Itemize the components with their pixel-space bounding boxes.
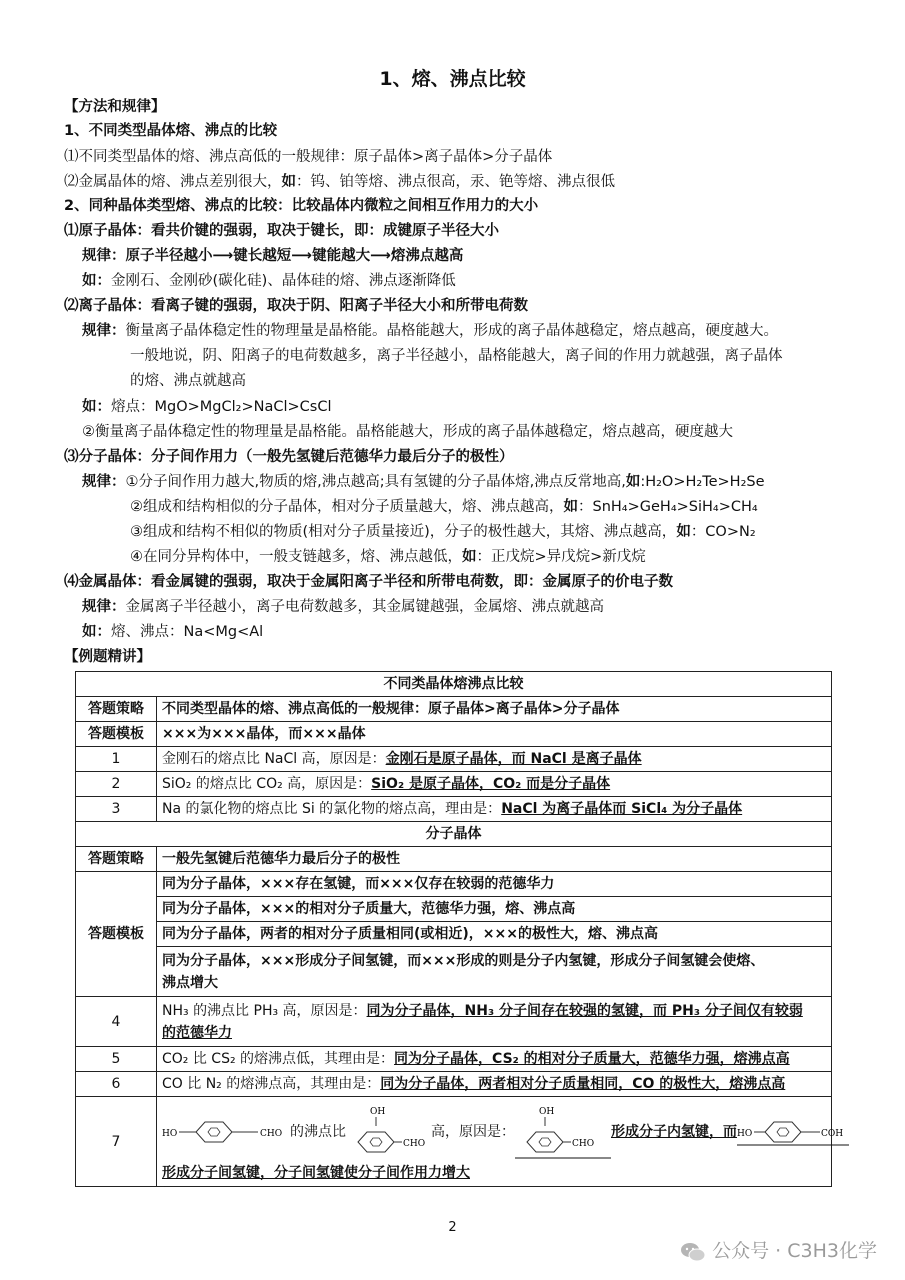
table-row — [76, 1097, 832, 1187]
label-ru: 如： — [82, 624, 111, 640]
question-text: CO 比 N₂ 的熔沸点高，其理由是： — [162, 1076, 381, 1092]
molecular-rule-1-example: :H₂O>H₂Te>H₂Se — [640, 474, 765, 490]
answer-text: NaCl 为离子晶体而 SiCl₄ 为分子晶体 — [501, 801, 743, 817]
question-text: Na 的氯化物的熔点比 Si 的氯化物的熔点高，理由是： — [162, 801, 502, 817]
molecular-rule-2-example: ：SnH₄>GeH₄>SiH₄>CH₄ — [578, 499, 758, 515]
ionic-crystal-heading: ⑵离子晶体：看离子键的强弱，取决于阴、阳离子半径大小和所带电荷数 — [64, 298, 528, 314]
table-row — [76, 697, 832, 722]
table-row — [76, 997, 832, 1047]
paragraph-metal-crystals — [64, 171, 615, 193]
label-rule: 规律： — [82, 323, 126, 339]
molecular-rule-2 — [130, 496, 758, 518]
r7-answer-1: 形成分子内氢键，而 — [611, 1123, 737, 1140]
s2-right: CHO — [403, 1138, 426, 1149]
answer-text: 同为分子晶体，NH₃ 分子间存在较强的氢键，而 PH₃ 分子间仅有较弱 — [366, 1002, 803, 1019]
template-item — [157, 947, 832, 997]
metal-crystal-heading: ⑷金属晶体：看金属键的强弱，取决于金属阳离子半径和所带电荷数，即：金属原子的价电子数 — [64, 574, 673, 590]
s1-left: HO — [162, 1128, 178, 1139]
row-number: 3 — [76, 797, 157, 822]
row-number: 1 — [76, 747, 157, 772]
question-cell — [157, 1047, 832, 1072]
atomic-crystal-heading: ⑴原子晶体：看共价键的强弱，取决于键长，即：成键原子半径大小 — [64, 223, 499, 239]
heading-same-crystals: 2、同种晶体类型熔、沸点的比较：比较晶体内微粒之间相互作用力的大小 — [64, 198, 539, 214]
page-title: 1、熔、沸点比较 — [379, 68, 526, 90]
table-section-row — [76, 672, 832, 697]
table-row — [76, 722, 832, 747]
answer-text-cont: 的范德华力 — [162, 1024, 232, 1041]
section-method-heading: 【方法和规律】 — [64, 99, 166, 115]
template-item: 同为分子晶体，两者的相对分子质量相同(或相近)，×××的极性大，熔、沸点高 — [157, 922, 832, 947]
ionic-rule-text-1: 衡量离子晶体稳定性的物理量是晶格能。晶格能越大，形成的离子晶体越稳定，熔点越高，硬度越大。 — [125, 323, 778, 339]
wechat-icon — [680, 1241, 706, 1263]
ionic-note: ②衡量离子晶体稳定性的物理量是晶格能。晶格能越大，形成的离子晶体越稳定，熔点越高，硬度越大 — [82, 424, 733, 440]
molecular-crystal-heading: ⑶分子晶体：分子间作用力（一般先氢键后范德华力最后分子的极性） — [64, 449, 514, 465]
molecular-rule-3 — [130, 521, 756, 543]
question-cell — [157, 1097, 844, 1187]
molecular-rule-4-text: ④在同分异构体中，一般支链越多，熔、沸点越低， — [130, 549, 462, 565]
question-cell — [157, 1072, 832, 1097]
structure-line — [162, 1102, 844, 1162]
ionic-rule-line-1 — [82, 320, 778, 342]
table-row — [76, 897, 832, 922]
table-row — [76, 747, 832, 772]
answer-text: 同为分子晶体，两者相对分子质量相同，CO 的极性大，熔沸点高 — [380, 1076, 786, 1092]
p2-ru: 如 — [281, 174, 296, 190]
molecular-rule-4 — [130, 546, 646, 568]
strategy-text: 一般先氢键后范德华力最后分子的极性 — [157, 847, 832, 872]
question-text: SiO₂ 的熔点比 CO₂ 高，原因是： — [162, 776, 372, 792]
strategy-label: 答题策略 — [76, 697, 157, 722]
atomic-crystal-example — [82, 270, 456, 292]
ionic-rule-line-2: 一般地说，阴、阳离子的电荷数越多，离子半径越小，晶格能越大，离子间的作用力就越强，离子晶体 — [130, 348, 783, 364]
r7-text-2: 高，原因是： — [431, 1123, 515, 1140]
answer-text: SiO₂ 是原子晶体，CO₂ 而是分子晶体 — [371, 776, 611, 792]
label-ru: 如： — [82, 399, 111, 415]
metal-rule — [82, 596, 604, 618]
ionic-example-text: 熔点：MgO>MgCl₂>NaCl>CsCl — [111, 399, 332, 415]
para-hydroxybenzaldehyde-structure — [162, 1117, 290, 1147]
p2-pre: ⑵金属晶体的熔、沸点差别很大， — [64, 174, 282, 190]
template-text: ×××为×××晶体，而×××晶体 — [157, 722, 832, 747]
section-title-molecular: 分子晶体 — [76, 822, 832, 847]
s1-right: CHO — [260, 1128, 283, 1139]
label-ru: 如 — [462, 549, 477, 565]
label-ru: 如 — [563, 499, 578, 515]
r7-answer-2: 形成分子间氢键，分子间氢键使分子间作用力增大 — [162, 1164, 470, 1181]
strategy-text: 不同类型晶体的熔、沸点高低的一般规律：原子晶体>离子晶体>分子晶体 — [157, 697, 832, 722]
row-number: 7 — [76, 1097, 157, 1187]
molecular-rule-1-text: ①分子间作用力越大,物质的熔,沸点越高;具有氢键的分子晶体熔,沸点反常地高, — [125, 474, 626, 490]
row-number: 6 — [76, 1072, 157, 1097]
label-ru: 如 — [625, 474, 641, 490]
label-ru: 如： — [82, 273, 111, 289]
question-cell — [157, 997, 832, 1047]
p2-post: ：钨、铂等熔、沸点很高，汞、铯等熔、沸点很低 — [296, 174, 615, 190]
s4-left: HO — [737, 1128, 753, 1139]
row-number: 2 — [76, 772, 157, 797]
atomic-crystal-rule: 规律：原子半径越小⟶键长越短⟶键能越大⟶熔沸点越高 — [82, 248, 464, 264]
s3-top: OH — [539, 1106, 555, 1117]
heading-different-crystals: 1、不同类型晶体熔、沸点的比较 — [64, 123, 278, 139]
label-ru: 如 — [676, 524, 691, 540]
ortho-hydroxybenzaldehyde-structure — [515, 1104, 611, 1160]
ionic-example — [82, 396, 331, 418]
table-row — [76, 1047, 832, 1072]
table-row — [76, 922, 832, 947]
template-line-1: 同为分子晶体，×××形成分子间氢键，而×××形成的则是分子内氢键，形成分子间氢键会使熔、 — [162, 952, 765, 969]
table-row — [76, 872, 832, 897]
metal-rule-text: 金属离子半径越小，离子电荷数越多，其金属键越强，金属熔、沸点就越高 — [125, 599, 604, 615]
ionic-rule-line-3: 的熔、沸点就越高 — [130, 373, 246, 389]
watermark-text: 公众号 · C3H3化学 — [712, 1240, 877, 1262]
template-label: 答题模板 — [76, 872, 157, 997]
s4-right: COH — [821, 1128, 844, 1139]
question-cell — [157, 772, 832, 797]
para-hydroxybenzoic-structure — [737, 1117, 849, 1147]
answer-text: 金刚石是原子晶体，而 NaCl 是离子晶体 — [385, 751, 642, 767]
row-number: 5 — [76, 1047, 157, 1072]
table-row — [76, 1072, 832, 1097]
row-number: 4 — [76, 997, 157, 1047]
question-cell — [157, 797, 832, 822]
answer-text: 同为分子晶体，CS₂ 的相对分子质量大，范德华力强，熔沸点高 — [394, 1051, 790, 1067]
label-rule: 规律： — [82, 474, 126, 490]
metal-example-text: 熔、沸点：Na<Mg<Al — [111, 624, 264, 640]
molecular-rule-1 — [82, 471, 765, 493]
s2-top: OH — [370, 1106, 386, 1117]
label-rule: 规律： — [82, 599, 126, 615]
template-line-2: 沸点增大 — [162, 974, 218, 991]
section-title-different-types: 不同类晶体熔沸点比较 — [76, 672, 832, 697]
molecular-rule-2-text: ②组成和结构相似的分子晶体，相对分子质量越大，熔、沸点越高， — [130, 499, 564, 515]
meta-hydroxybenzaldehyde-structure — [346, 1104, 431, 1160]
page-number: 2 — [448, 1220, 457, 1235]
table-row — [76, 772, 832, 797]
s3-right: CHO — [572, 1138, 595, 1149]
table-section-row — [76, 822, 832, 847]
watermark — [680, 1236, 877, 1263]
molecular-rule-3-text: ③组成和结构不相似的物质(相对分子质量接近)，分子的极性越大，其熔、沸点越高， — [130, 524, 677, 540]
template-item: 同为分子晶体，×××的相对分子质量大，范德华力强，熔、沸点高 — [157, 897, 832, 922]
template-item: 同为分子晶体，×××存在氢键，而×××仅存在较弱的范德华力 — [157, 872, 832, 897]
r7-text-1: 的沸点比 — [290, 1123, 346, 1140]
paragraph-general-rule: ⑴不同类型晶体的熔、沸点高低的一般规律：原子晶体>离子晶体>分子晶体 — [64, 149, 553, 165]
question-text: 金刚石的熔点比 NaCl 高，原因是： — [162, 751, 386, 767]
question-cell — [157, 747, 832, 772]
section-examples-heading: 【例题精讲】 — [64, 649, 151, 665]
template-label: 答题模板 — [76, 722, 157, 747]
atomic-example-text: 金刚石、金刚砂(碳化硅)、晶体硅的熔、沸点逐渐降低 — [111, 273, 456, 289]
question-text: CO₂ 比 CS₂ 的熔沸点低，其理由是： — [162, 1051, 395, 1067]
table-row — [76, 797, 832, 822]
metal-example — [82, 621, 263, 643]
table-row — [76, 947, 832, 997]
molecular-rule-4-example: ：正戊烷>异戊烷>新戊烷 — [476, 549, 646, 565]
molecular-rule-3-example: ：CO>N₂ — [690, 524, 756, 540]
examples-table — [75, 671, 844, 1187]
table-row — [76, 847, 832, 872]
question-text: NH₃ 的沸点比 PH₃ 高，原因是： — [162, 1002, 367, 1019]
strategy-label: 答题策略 — [76, 847, 157, 872]
